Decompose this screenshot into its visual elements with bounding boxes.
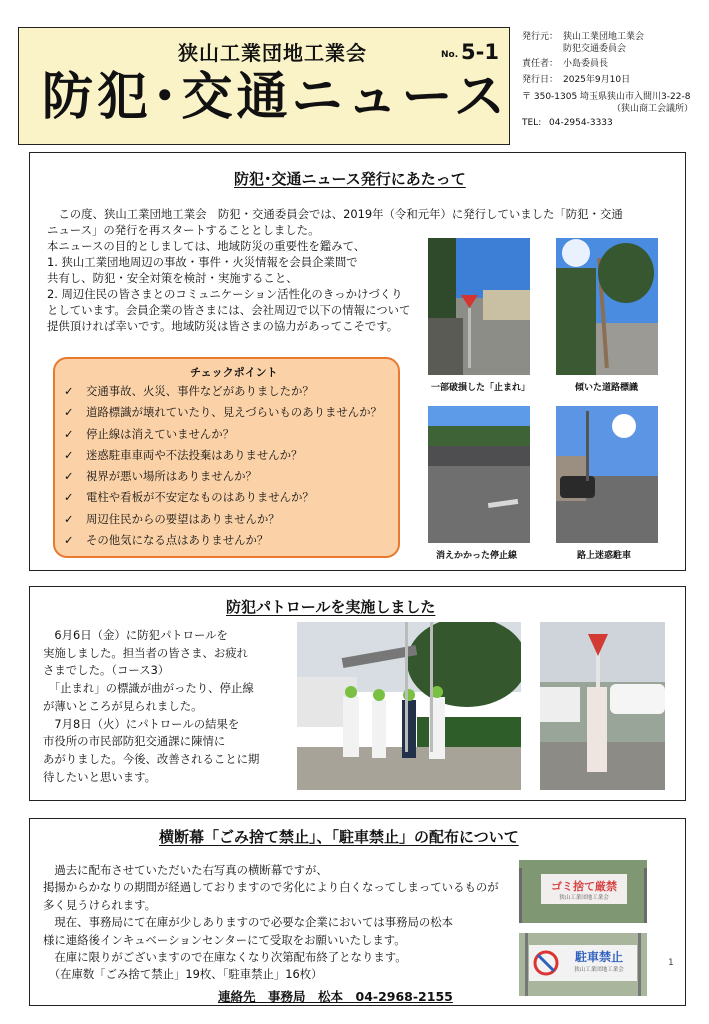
checkpoint-item [64,447,382,468]
banner-line: 様に連絡後インキュベーションセンターにて受取をお願いいたします。 [43,932,406,947]
newsletter-title: 防犯･交通ニュース [42,68,509,127]
issue-number-label: No. [441,50,459,60]
patrol-line: あがりました。今後、改善されることに期 [43,751,260,766]
tel-number: 04-2954-3333 [549,118,613,128]
patrol-line: 「止まれ」の標識が曲がったり、停止線 [43,681,254,696]
organization-name: 狭山工業団地工業会 [178,41,367,65]
patrol-section-title: 防犯パトロールを実施しました [226,598,436,616]
checkmark-icon: ✓ [64,426,74,441]
checkpoint-text: 道路標識が壊れていたり、見えづらいものありませんか？ [86,405,382,420]
checkpoint-list [64,383,382,553]
banner-line: （在庫数「ごみ捨て禁止」19枚、「駐車禁止」16枚） [43,967,323,982]
intro-line: 2. 周辺住民の皆さまとのコミュニケーション活性化のきっかけづくり [47,287,403,301]
checkmark-icon: ✓ [64,533,74,548]
checkpoint-title: チェックポイント [190,366,278,379]
checkpoint-item [64,426,382,447]
banner2-text: 駐車禁止 [574,950,623,964]
checkpoint-item [64,404,382,425]
intro-text [47,206,623,334]
photo-patrol-team [297,622,521,790]
checkpoint-item [64,532,382,553]
banner1-org: 狭山工業団地工業会 [559,895,609,901]
caption-fading-stop-line: 消えかかった停止線 [436,551,518,561]
checkpoint-text: 電柱や看板が不安定なものはありませんか？ [86,490,314,505]
checkmark-icon: ✓ [64,384,74,398]
checkmark-icon: ✓ [64,447,74,462]
banner-section-title: 横断幕「ごみ捨て禁止」、「駐車禁止」の配布について [159,828,519,846]
caption-damaged-stop-sign: 一部破損した「止まれ」 [431,383,531,393]
checkmark-icon: ✓ [64,469,74,484]
banner-text [43,862,499,984]
issue-date-label: 発行日： [522,75,559,85]
responsible-label: 責任者： [522,59,559,69]
page-number: 1 [668,958,674,968]
address-line2: （狭山商工会議所） [612,104,694,114]
photo-banner-no-dumping [519,860,647,923]
intro-line: 提供頂ければ幸いです。地域防災は皆さまの協力があってこそです。 [47,319,399,333]
intro-line: 共有し、防犯・安全対策を検討・実施すること、 [47,271,298,285]
photo-tilted-road-sign [556,238,658,375]
patrol-line: が薄いところが見られました。 [43,698,203,713]
caption-tilted-road-sign: 傾いた道路標識 [575,383,639,393]
issue-date: 2025年9月10日 [563,75,631,85]
banner2-org: 狭山工業団地工業会 [574,967,624,973]
address-line1: 〒 350-1305 埼玉県狭山市入間川3-22-8 [522,92,691,102]
checkpoint-text: 周辺住民からの要望はありませんか？ [86,511,280,526]
checkmark-icon: ✓ [64,405,74,420]
issue-number: 5-1 [461,40,499,64]
responsible-value: 小島委員長 [563,59,609,69]
intro-line: 本ニュースの目的としましては、地域防災の重要性を鑑みて、 [47,239,366,253]
patrol-line: 市役所の市民部防犯交通課に陳情に [43,734,226,749]
checkpoint-item [64,383,382,404]
intro-line: ニュース」の発行を再スタートすることとしました。 [47,223,320,237]
patrol-line: 実施しました。担当者の皆さま、お疲れ [43,645,249,660]
checkpoint-text: その他気になる点はありませんか？ [86,533,269,548]
patrol-line: 待したいと思います。 [43,769,156,784]
banner-line: 現在、事務局にて在庫が少しありますので必要な企業においては事務局の松本 [43,915,454,930]
checkpoint-text: 迷惑駐車車両や不法投棄はありませんか？ [86,447,303,462]
banner1-text: ゴミ捨て厳禁 [551,880,617,893]
publisher-label: 発行元： [522,32,559,42]
checkpoint-item [64,511,382,532]
patrol-line: 7月8日（火）にパトロールの結果を [43,716,240,731]
photo-banner-no-parking [519,933,647,996]
banner-line: 多く見うけられます。 [43,897,156,912]
photo-stop-sign [540,622,665,790]
publisher-line1: 狭山工業団地工業会 [563,32,645,42]
publisher-line2: 防犯交通委員会 [563,44,627,54]
checkmark-icon: ✓ [64,511,74,526]
caption-illegal-parking: 路上迷惑駐車 [577,551,632,561]
intro-line: 1. 狭山工業団地周辺の事故・事件・火災情報を会員企業間で [47,255,358,269]
intro-line: この度、狭山工業団地工業会 防犯・交通委員会では、2019年（令和元年）に発行していました「防犯・交通 [47,207,623,221]
photo-damaged-stop-sign [428,238,530,375]
intro-line: としています。会員企業の皆さまには、会社周辺で以下の情報について [47,303,411,317]
contact-info: 連絡先 事務局 松本 04-2968-2155 [218,989,453,1004]
banner-line: 過去に配布させていただいた右写真の横断幕ですが、 [43,863,328,877]
checkpoint-item [64,489,382,510]
banner-line: 掲揚からかなりの期間が経過しておりますので劣化により白くなってしまっているものが [43,880,499,895]
patrol-line: 6月6日（金）に防犯パトロールを [43,628,228,642]
checkpoint-item [64,468,382,489]
checkpoint-text: 停止線は消えていませんか？ [86,426,235,441]
banner-line: 在庫に限りがございますので在庫なくなり次第配布終了となります。 [43,950,407,965]
patrol-text [43,627,259,786]
patrol-line: さまでした。（コース3） [43,663,170,678]
checkpoint-text: 視界が悪い場所はありませんか？ [86,469,257,484]
checkmark-icon: ✓ [64,490,74,505]
checkpoint-text: 交通事故、火災、事件などがありましたか？ [86,384,314,398]
intro-section-title: 防犯･交通ニュース発行にあたって [234,170,466,188]
photo-illegal-parking [556,406,658,543]
tel-label: TEL: [522,118,542,128]
photo-fading-stop-line [428,406,530,543]
